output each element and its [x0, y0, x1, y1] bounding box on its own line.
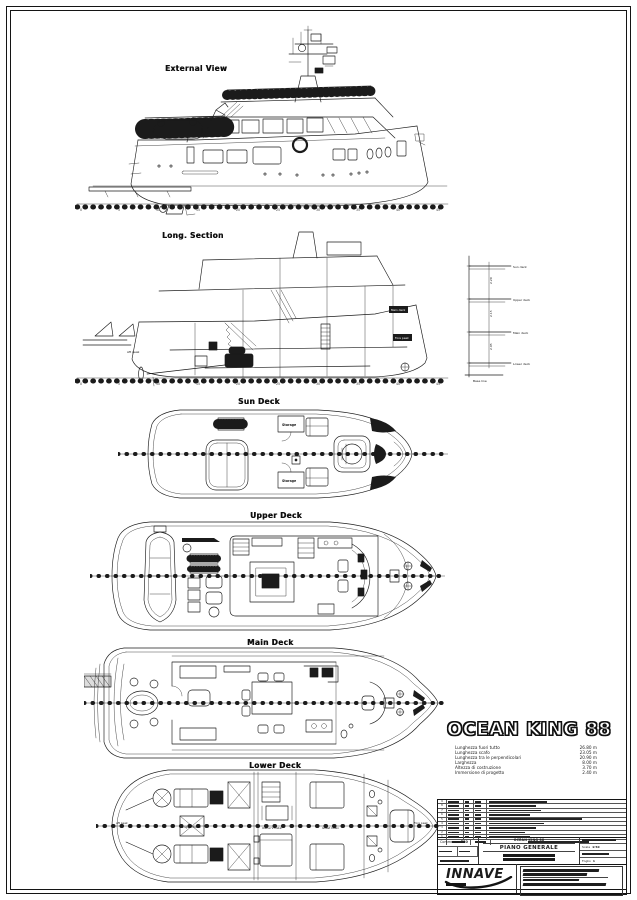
foglio-label: Foglio	[582, 859, 591, 863]
spec-row: Lunghezza tra le perpendicolari 20.90 m	[455, 755, 597, 761]
long-section-drawing	[75, 228, 450, 388]
drawing-code-stamp-2	[503, 858, 555, 861]
revision-row: 5	[438, 818, 626, 822]
drawing-title: PIANO GENERALE	[483, 843, 575, 852]
company-name-line-2	[523, 873, 588, 876]
ladder-lower-deck-label: Lower deck	[513, 362, 531, 366]
innave-logo	[438, 864, 517, 893]
boat-name: OCEAN KING 88	[447, 719, 612, 740]
main-deck-label: Main Deck	[247, 638, 294, 647]
title-block-bottom-band	[438, 864, 626, 893]
sun-deck-drawing	[118, 396, 448, 508]
revision-row: 2	[438, 831, 626, 835]
long-section-label: Long. Section	[162, 231, 224, 240]
upper-deck-drawing	[90, 510, 445, 642]
main-deck-tag: Main deck	[391, 308, 406, 312]
innave-logo-text: INNAVE	[446, 867, 504, 882]
ladder-dim-2: 2.15	[489, 310, 493, 317]
revision-row: 8	[438, 804, 626, 808]
engine-room-label: Engine Room	[182, 825, 201, 829]
ladder-dim-3: 2.05	[489, 343, 493, 350]
aft-peak-label: Aft peak	[127, 350, 140, 354]
principal-dimensions-list	[455, 745, 597, 776]
name-panel	[447, 719, 612, 776]
storage-bottom-label: Storage	[282, 479, 297, 483]
deck-levels-diagram	[455, 250, 535, 385]
title-block	[437, 799, 627, 895]
fore-peak-tag: Fore peak	[395, 336, 409, 340]
spec-row: Immersione di progetto 2.40 m	[455, 770, 597, 776]
ladder-baseline-label: Base line	[473, 379, 487, 383]
upper-deck-label: Upper Deck	[250, 511, 302, 520]
company-divider	[523, 877, 608, 878]
main-deck-view	[84, 638, 444, 768]
scale-sheet-cell	[580, 837, 626, 864]
sun-deck-view	[118, 396, 448, 508]
company-address-line-1	[523, 879, 580, 881]
ladder-upper-deck-label: Upper deck	[513, 298, 531, 302]
title-block-mid-band	[438, 837, 626, 865]
ladder-main-deck-label: Main deck	[513, 331, 529, 335]
external-view-label: External View	[165, 64, 228, 73]
lower-deck-view	[96, 760, 441, 892]
revision-row: 6	[438, 813, 626, 817]
storage-top-label: Storage	[282, 423, 297, 427]
external-station-numbers: 0 5 10 15 20 25 30 35 40 45	[80, 208, 440, 212]
revision-row: 9	[438, 800, 626, 804]
foglio-value: 1	[592, 859, 595, 863]
order-info-cell	[438, 837, 479, 864]
external-view	[75, 14, 450, 219]
spec-row: Lunghezza fuori tutto 26.80 m	[455, 745, 597, 750]
scala-value: 1:50	[592, 845, 600, 849]
revision-table	[438, 800, 626, 838]
innave-logo-swoosh	[444, 876, 514, 890]
guest-cabin-label: Guest Cabin	[322, 826, 340, 830]
external-view-drawing	[75, 14, 450, 219]
revision-row: 4	[438, 822, 626, 826]
scala-label: Scala	[582, 845, 591, 849]
spec-row: Altezza di costruzione 3.70 m	[455, 765, 597, 771]
project-name: OCEAN KING 88	[513, 838, 545, 842]
upper-deck-view	[90, 510, 445, 642]
commessa-label: Commessa	[440, 839, 459, 844]
lower-aft-peak-label: Aft peak	[116, 821, 128, 825]
sun-deck-label: Sun Deck	[238, 397, 280, 406]
ladder-sun-deck-label: Sun deck	[513, 265, 527, 269]
company-name-line-1	[523, 869, 599, 872]
revision-row: 3	[438, 826, 626, 830]
lower-deck-label: Lower Deck	[249, 761, 302, 770]
long-section-view	[75, 228, 450, 388]
company-address-line-2	[523, 883, 607, 886]
drawing-code-stamp-1	[503, 854, 555, 857]
spec-row: Lunghezza scafo 23.05 m	[455, 750, 597, 756]
lower-deck-drawing	[96, 760, 441, 892]
spec-row: Larghezza 8.00 m	[455, 760, 597, 766]
main-deck-drawing	[84, 638, 444, 768]
lower-fore-peak-label: Fore peak	[414, 821, 428, 825]
ladder-dim-1: 2.20	[489, 277, 493, 284]
drawing-title-cell	[479, 837, 580, 864]
commessa-value: 730	[460, 839, 468, 844]
revision-row: 1	[438, 835, 626, 839]
company-info	[517, 864, 626, 893]
revision-row: 7	[438, 809, 626, 813]
long-section-station-numbers: 0 5 10 15 20 25 30 35 40 45	[80, 382, 440, 386]
owner-cabin-label: Owner's Cabin	[262, 826, 283, 830]
